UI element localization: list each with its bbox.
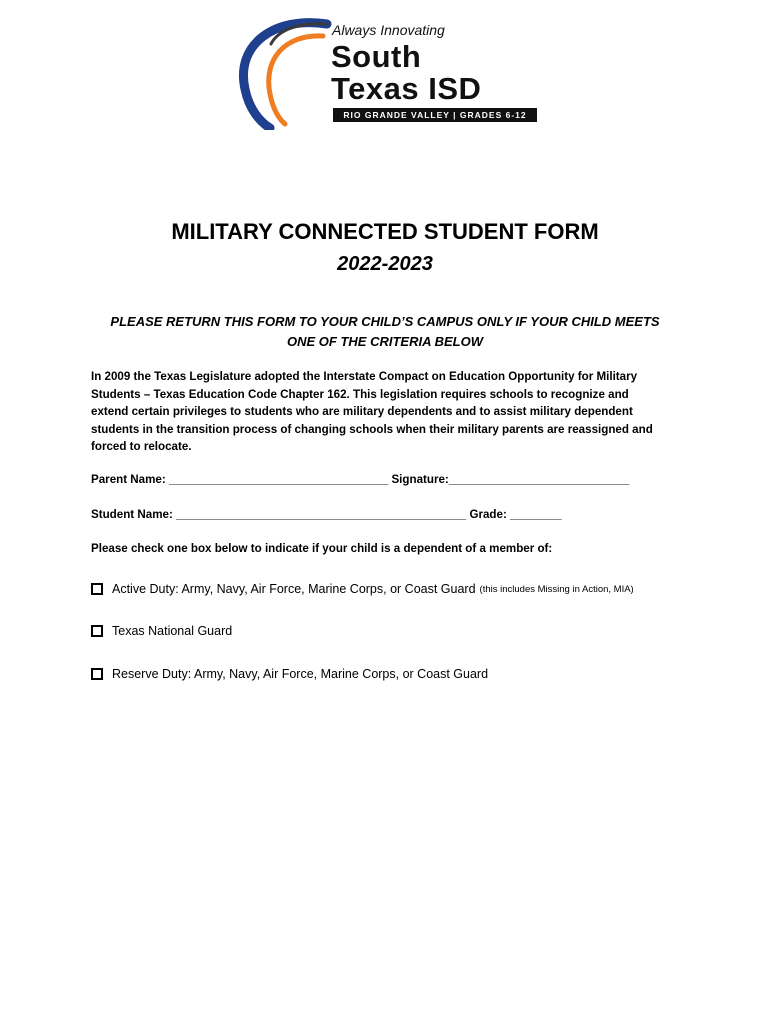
- active-duty-checkbox[interactable]: [91, 583, 103, 595]
- logo-tagline: Always Innovating: [332, 22, 445, 38]
- notice-line: PLEASE RETURN THIS FORM TO YOUR CHILD’S CAMPUS ONLY IF YOUR CHILD MEETS: [110, 314, 660, 329]
- paragraph-line: extend certain privileges to students who are military dependents and to assist military dependent: [91, 405, 633, 419]
- form-title: MILITARY CONNECTED STUDENT FORM: [171, 219, 599, 244]
- logo-banner: RIO GRANDE VALLEY | GRADES 6-12: [333, 108, 537, 122]
- school-logo: [215, 14, 555, 130]
- signature-label: Signature:: [391, 473, 449, 486]
- logo-arc-graphic: [215, 14, 335, 130]
- return-notice: [0, 312, 770, 352]
- paragraph-line: Students – Texas Education Code Chapter 162. This legislation requires schools to recognize and: [91, 387, 629, 401]
- logo-name-line2: Texas ISD: [331, 71, 482, 106]
- option-active-duty[interactable]: [91, 582, 634, 596]
- notice-line: ONE OF THE CRITERIA BELOW: [287, 334, 483, 349]
- reserve-duty-checkbox[interactable]: [91, 668, 103, 680]
- grade-label: Grade:: [469, 508, 507, 521]
- option-reserve-duty[interactable]: [91, 667, 488, 681]
- parent-signature-row: [91, 473, 629, 486]
- check-instruction: Please check one box below to indicate if your child is a dependent of a member of:: [91, 542, 553, 555]
- option-label: Texas National Guard: [112, 624, 233, 638]
- paragraph-line: In 2009 the Texas Legislature adopted the Interstate Compact on Education Opportunity for Military: [91, 370, 638, 383]
- student-grade-row: [91, 508, 562, 521]
- option-note: (this includes Missing in Action, MIA): [479, 583, 634, 595]
- student-name-label: Student Name:: [91, 508, 173, 521]
- paragraph-line: students in the transition process of changing schools when their military parents are reassigned and: [91, 422, 653, 436]
- legislation-paragraph: [91, 368, 691, 456]
- option-label: Reserve Duty: Army, Navy, Air Force, Marine Corps, or Coast Guard: [112, 667, 489, 681]
- national-guard-checkbox[interactable]: [91, 625, 103, 637]
- school-year: 2022-2023: [337, 253, 433, 275]
- student-name-field[interactable]: _____________________________________________: [176, 508, 467, 521]
- grade-field[interactable]: ________: [510, 508, 562, 521]
- paragraph-line: forced to relocate.: [91, 440, 192, 454]
- option-national-guard[interactable]: [91, 624, 232, 638]
- parent-name-label: Parent Name:: [91, 473, 166, 486]
- option-label: Active Duty: Army, Navy, Air Force, Marine Corps, or Coast Guard: [112, 582, 476, 596]
- parent-name-field[interactable]: __________________________________: [168, 473, 389, 486]
- signature-field[interactable]: ____________________________: [448, 473, 630, 486]
- logo-name-line1: South: [331, 39, 422, 74]
